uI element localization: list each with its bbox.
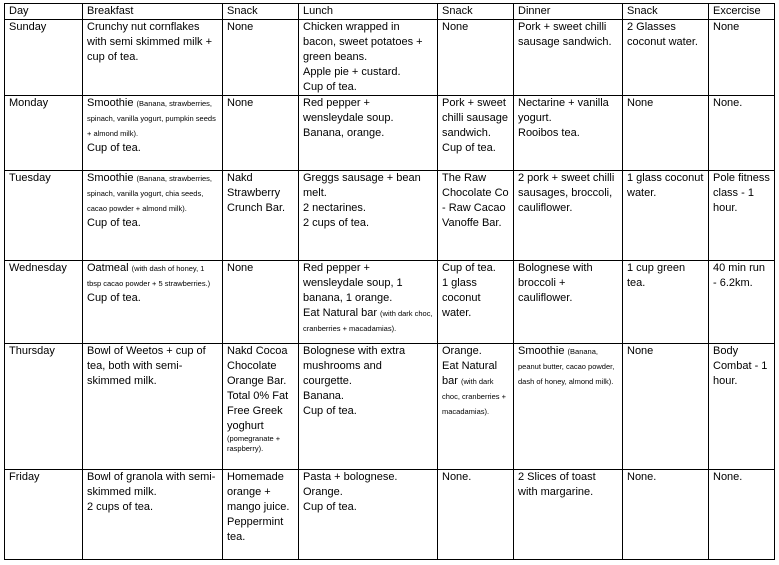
lunch-text-extra: Banana, orange. [303, 127, 385, 139]
snack-1-cell [223, 344, 299, 470]
dinner-cell [514, 96, 623, 171]
snack-2-text-extra: Eat Natural bar [442, 360, 498, 387]
snack-2-ingredients: (with dark choc, cranberries + macadamias). [442, 377, 506, 416]
snack-2-text-extra: 1 glass coconut water. [442, 277, 481, 319]
lunch-text-extra: Eat Natural bar [303, 307, 377, 319]
breakfast-text-extra: Cup of tea. [87, 217, 141, 229]
breakfast-cell [83, 171, 223, 261]
lunch-text-extra-2: Cup of tea. [303, 81, 357, 93]
snack-1-cell [223, 261, 299, 344]
lunch-cell [299, 96, 438, 171]
snack-1-text: None [227, 21, 254, 33]
lunch-cell [299, 20, 438, 96]
breakfast-text-extra: Cup of tea. [87, 292, 141, 304]
header-day: Day [5, 4, 83, 20]
snack-2-text: None. [442, 471, 472, 483]
header-dinner: Dinner [514, 4, 623, 20]
day-cell: Thursday [5, 344, 83, 470]
table-row [5, 96, 775, 171]
lunch-cell [299, 470, 438, 560]
dinner-cell [514, 344, 623, 470]
snack-3-cell [623, 261, 709, 344]
breakfast-cell [83, 344, 223, 470]
breakfast-text: Bowl of granola with semi-skimmed milk. [87, 471, 216, 498]
snack-3-cell [623, 20, 709, 96]
breakfast-text: Bowl of Weetos + cup of tea, both with semi-skimmed milk. [87, 345, 206, 387]
snack-2-cell [438, 171, 514, 261]
snack-3-text: None [627, 345, 654, 357]
snack-3-cell [623, 171, 709, 261]
table-row [5, 261, 775, 344]
snack-1-text: Nakd Cocoa Chocolate Orange Bar. [227, 345, 288, 387]
header-breakfast: Breakfast [83, 4, 223, 20]
exercise-cell [709, 261, 775, 344]
lunch-cell [299, 261, 438, 344]
table-row [5, 20, 775, 96]
lunch-text: Red pepper + wensleydale soup, 1 banana, 1 orange. [303, 262, 403, 304]
exercise-text: Pole fitness class - 1 hour. [713, 172, 770, 214]
snack-1-text: None [227, 262, 254, 274]
header-row [5, 4, 775, 20]
dinner-text: Nectarine + vanilla yogurt. [518, 97, 609, 124]
lunch-text: Chicken wrapped in bacon, sweet potatoes + green beans. [303, 21, 423, 63]
lunch-text-extra: Orange. [303, 486, 343, 498]
dinner-text: Bolognese with broccoli + cauliflower. [518, 262, 593, 304]
snack-2-cell [438, 261, 514, 344]
snack-3-cell [623, 344, 709, 470]
lunch-text-extra: Apple pie + custard. [303, 66, 401, 78]
snack-3-text: None. [627, 471, 657, 483]
header-lunch: Lunch [299, 4, 438, 20]
breakfast-text: Crunchy nut cornflakes with semi skimmed milk + cup of tea. [87, 21, 212, 63]
snack-2-text: Orange. [442, 345, 482, 357]
exercise-cell [709, 470, 775, 560]
snack-3-cell [623, 470, 709, 560]
snack-3-text: 2 Glasses coconut water. [627, 21, 698, 48]
header-snack-1: Snack [223, 4, 299, 20]
breakfast-cell [83, 96, 223, 171]
snack-2-text: Cup of tea. [442, 262, 496, 274]
breakfast-cell [83, 20, 223, 96]
day-cell: Wednesday [5, 261, 83, 344]
snack-2-text: None [442, 21, 469, 33]
snack-1-text: Homemade orange + mango juice. [227, 471, 290, 513]
breakfast-cell [83, 470, 223, 560]
food-diary-table [4, 3, 775, 560]
breakfast-text: Oatmeal [87, 262, 129, 274]
lunch-text-extra-2: Cup of tea. [303, 501, 357, 513]
lunch-text-extra: 2 nectarines. [303, 202, 366, 214]
snack-1-ingredients: (pomegranate + raspberry). [227, 434, 281, 453]
dinner-cell [514, 470, 623, 560]
exercise-cell [709, 344, 775, 470]
lunch-text: Red pepper + wensleydale soup. [303, 97, 394, 124]
breakfast-ingredients: (Banana, strawberries, spinach, vanilla yogurt, pumpkin seeds + almond milk). [87, 99, 216, 138]
snack-1-text: Nakd Strawberry Crunch Bar. [227, 172, 286, 214]
snack-3-text: 1 cup green tea. [627, 262, 686, 289]
day-cell: Monday [5, 96, 83, 171]
day-cell: Sunday [5, 20, 83, 96]
exercise-cell [709, 96, 775, 171]
dinner-cell [514, 171, 623, 261]
snack-2-text: The Raw Chocolate Co - Raw Cacao Vanoffe Bar. [442, 172, 509, 229]
exercise-cell [709, 20, 775, 96]
snack-1-cell [223, 96, 299, 171]
snack-3-text: None [627, 97, 654, 109]
day-cell: Friday [5, 470, 83, 560]
snack-3-cell [623, 96, 709, 171]
snack-1-text: None [227, 97, 254, 109]
lunch-text-extra-2: 2 cups of tea. [303, 217, 370, 229]
header-snack-3: Snack [623, 4, 709, 20]
lunch-text-extra-2: Cup of tea. [303, 405, 357, 417]
table-row [5, 470, 775, 560]
exercise-cell [709, 171, 775, 261]
lunch-text-extra: Banana. [303, 390, 344, 402]
dinner-cell [514, 20, 623, 96]
table-row [5, 171, 775, 261]
breakfast-text: Smoothie [87, 97, 134, 109]
exercise-text: None. [713, 471, 743, 483]
snack-1-text-extra: Peppermint tea. [227, 516, 284, 543]
exercise-text: None [713, 21, 740, 33]
day-cell: Tuesday [5, 171, 83, 261]
snack-1-cell [223, 20, 299, 96]
snack-2-cell [438, 20, 514, 96]
dinner-ingredients: (Banana, peanut butter, cacao powder, dash of honey, almond milk). [518, 347, 615, 386]
snack-1-cell [223, 470, 299, 560]
snack-2-text-extra: Cup of tea. [442, 142, 496, 154]
lunch-text: Greggs sausage + bean melt. [303, 172, 421, 199]
lunch-ingredients: (with dark choc, cranberries + macadamias). [303, 309, 433, 333]
snack-2-cell [438, 470, 514, 560]
dinner-text-extra: Rooibos tea. [518, 127, 580, 139]
dinner-text: Pork + sweet chilli sausage sandwich. [518, 21, 612, 48]
dinner-text: Smoothie [518, 345, 565, 357]
breakfast-ingredients: (with dash of honey, 1 tbsp cacao powder + 5 strawberries.) [87, 264, 211, 288]
table-row [5, 344, 775, 470]
breakfast-text-extra: Cup of tea. [87, 142, 141, 154]
breakfast-cell [83, 261, 223, 344]
snack-2-text: Pork + sweet chilli sausage sandwich. [442, 97, 509, 139]
exercise-text: 40 min run - 6.2km. [713, 262, 765, 289]
lunch-text: Pasta + bolognese. [303, 471, 398, 483]
dinner-cell [514, 261, 623, 344]
header-snack-2: Snack [438, 4, 514, 20]
exercise-text: None. [713, 97, 743, 109]
lunch-cell [299, 344, 438, 470]
snack-3-text: 1 glass coconut water. [627, 172, 704, 199]
breakfast-ingredients: (Banana, strawberries, spinach, vanilla yogurt, chia seeds, cacao powder + almond milk). [87, 174, 212, 213]
exercise-text: Body Combat - 1 hour. [713, 345, 768, 387]
lunch-cell [299, 171, 438, 261]
snack-1-text-extra: Total 0% Fat Free Greek yoghurt [227, 390, 289, 432]
snack-2-cell [438, 96, 514, 171]
dinner-text: 2 pork + sweet chilli sausages, broccoli, cauliflower. [518, 172, 615, 214]
lunch-text: Bolognese with extra mushrooms and courgette. [303, 345, 406, 387]
header-exercise: Excercise [709, 4, 775, 20]
breakfast-text: Smoothie [87, 172, 134, 184]
dinner-text: 2 Slices of toast with margarine. [518, 471, 596, 498]
snack-2-cell [438, 344, 514, 470]
breakfast-text-extra: 2 cups of tea. [87, 501, 154, 513]
snack-1-cell [223, 171, 299, 261]
